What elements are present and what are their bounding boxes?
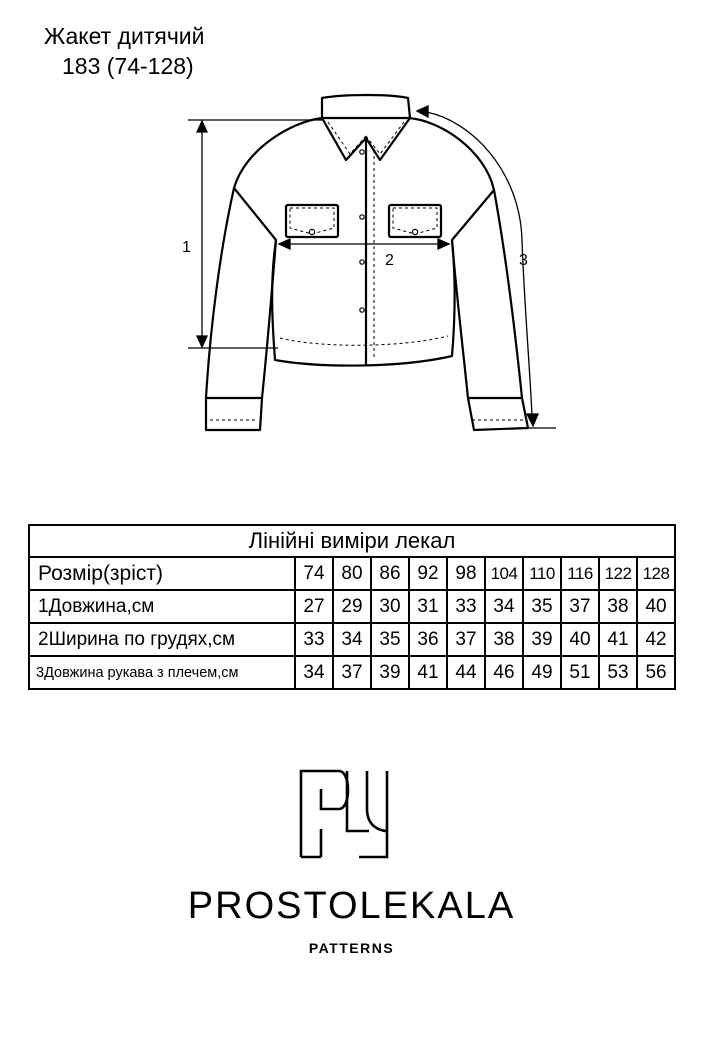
- arrow-head: [279, 239, 290, 249]
- value-cell: 39: [523, 623, 561, 656]
- size-cell: 116: [561, 557, 599, 590]
- size-cell: 86: [371, 557, 409, 590]
- value-cell: 40: [637, 590, 675, 623]
- jacket-body: [234, 118, 494, 366]
- value-cell: 56: [637, 656, 675, 689]
- size-cell: 122: [599, 557, 637, 590]
- value-cell: 37: [333, 656, 371, 689]
- measure-label-1: 1: [182, 239, 191, 256]
- document-title: Жакет дитячий: [44, 23, 205, 49]
- arrow-head: [438, 239, 449, 249]
- table-caption: Лінійні виміри лекал: [29, 525, 675, 557]
- table-row: [29, 623, 675, 656]
- value-cell: 37: [447, 623, 485, 656]
- left-sleeve: [206, 188, 276, 430]
- arrow-head: [197, 121, 207, 132]
- value-cell: 35: [523, 590, 561, 623]
- value-cell: 34: [295, 656, 333, 689]
- value-cell: 31: [409, 590, 447, 623]
- size-cell: 74: [295, 557, 333, 590]
- button: [309, 229, 314, 234]
- row-label-chest: 2Ширина по грудях,см: [29, 623, 295, 656]
- size-cell: 80: [333, 557, 371, 590]
- brand-name: PROSTOLEKALA: [187, 885, 516, 927]
- arrow-head: [417, 106, 428, 117]
- value-cell: 38: [599, 590, 637, 623]
- row-label-length: 1Довжина,см: [29, 590, 295, 623]
- size-label: Розмір(зріст): [29, 557, 295, 590]
- value-cell: 37: [561, 590, 599, 623]
- arrow-head: [527, 414, 538, 426]
- value-cell: 41: [409, 656, 447, 689]
- size-row: [29, 557, 675, 590]
- size-cell: 110: [523, 557, 561, 590]
- value-cell: 27: [295, 590, 333, 623]
- value-cell: 44: [447, 656, 485, 689]
- measure-label-2: 2: [385, 252, 394, 269]
- value-cell: 38: [485, 623, 523, 656]
- value-cell: 49: [523, 656, 561, 689]
- value-cell: 33: [447, 590, 485, 623]
- measurements-table: [28, 524, 676, 690]
- arrow-head: [197, 336, 207, 347]
- value-cell: 29: [333, 590, 371, 623]
- value-cell: 53: [599, 656, 637, 689]
- button: [360, 150, 364, 154]
- value-cell: 40: [561, 623, 599, 656]
- value-cell: 36: [409, 623, 447, 656]
- table-row: [29, 590, 675, 623]
- brand-subtitle: PATTERNS: [308, 940, 395, 956]
- size-cell: 104: [485, 557, 523, 590]
- value-cell: 39: [371, 656, 409, 689]
- brand-logo-icon: [299, 769, 391, 859]
- value-cell: 33: [295, 623, 333, 656]
- value-cell: 30: [371, 590, 409, 623]
- table-row: [29, 656, 675, 689]
- button: [412, 229, 417, 234]
- model-number: 183 (74-128): [62, 53, 194, 79]
- measure-label-3: 3: [519, 252, 528, 269]
- value-cell: 42: [637, 623, 675, 656]
- value-cell: 34: [333, 623, 371, 656]
- collar-stitch-right: [366, 122, 404, 154]
- button: [360, 308, 364, 312]
- hem-stitch: [280, 336, 448, 345]
- jacket-technical-drawing: [0, 0, 703, 470]
- value-cell: 34: [485, 590, 523, 623]
- size-cell: 98: [447, 557, 485, 590]
- value-cell: 35: [371, 623, 409, 656]
- size-cell: 92: [409, 557, 447, 590]
- size-cell: 128: [637, 557, 675, 590]
- button: [360, 215, 364, 219]
- table-caption-row: [29, 525, 675, 557]
- row-label-sleeve: 3Довжина рукава з плечем,см: [29, 656, 295, 689]
- value-cell: 41: [599, 623, 637, 656]
- button: [360, 260, 364, 264]
- value-cell: 51: [561, 656, 599, 689]
- value-cell: 46: [485, 656, 523, 689]
